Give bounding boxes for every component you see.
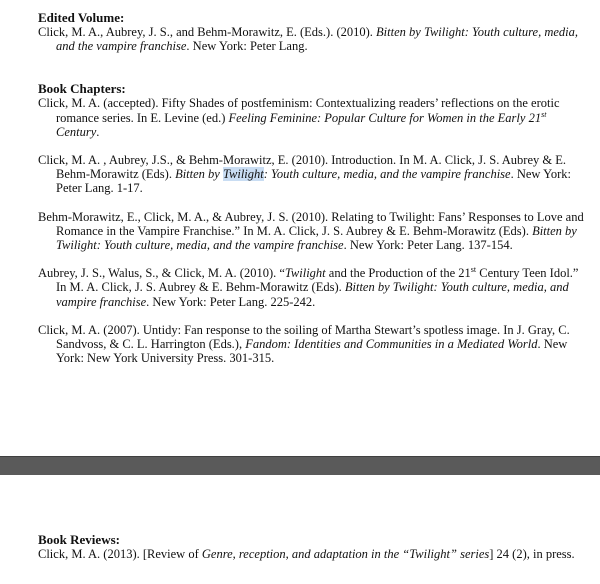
citation-chapter-1	[38, 96, 586, 139]
citation-text: . New York: Peter Lang.	[186, 39, 308, 54]
section-heading-edited-volume: Edited Volume:	[38, 10, 125, 25]
page-break-separator	[0, 456, 600, 476]
citation-text: Aubrey, J. S., Walus, S., & Click, M. A. (2010). “	[38, 266, 285, 281]
superscript: st	[541, 109, 547, 119]
section-heading-book-reviews: Book Reviews:	[38, 532, 120, 547]
cv-text-block	[38, 11, 586, 365]
citation-text: ] 24 (2), in press.	[489, 547, 575, 561]
citation-title: Bitten by Twilight: Youth culture, media, and the vampire franchise	[56, 25, 579, 54]
citation-chapter-5	[38, 323, 586, 366]
citation-text: Click, M. A. (2013). [Review of	[38, 547, 202, 561]
document-page-2	[0, 475, 600, 584]
citation-text: Click, M. A. , Aubrey, J.S., & Behm-Morawitz, E. (2010). Introduction. In M. A. Click, J. S. Aubrey & E. Behm-Morawitz (Eds).	[38, 153, 566, 182]
highlighted-word[interactable]: Twilight	[222, 167, 264, 182]
section-heading-book-chapters: Book Chapters:	[38, 81, 126, 97]
citation-text: . New York: Peter Lang. 1-17.	[56, 167, 572, 196]
citation-text: Click, M. A. (2007). Untidy: Fan response to the soiling of Martha Stewart’s spotless image. In J. Gray, C. Sandvoss, & C. L. Harrington (Eds.),	[38, 322, 570, 352]
citation-title: Feeling Feminine: Popular Culture for Women in the Early 21	[228, 110, 542, 125]
citation-text: .	[96, 124, 100, 139]
citation-text: . New York: New York University Press. 301-315.	[56, 337, 568, 366]
citation-title: Genre, reception, and adaptation in the “Twilight” series	[201, 547, 490, 561]
superscript: st	[470, 265, 477, 275]
citation-chapter-3	[38, 210, 586, 253]
citation-review-1	[38, 547, 586, 561]
citation-title: Century	[56, 124, 97, 139]
citation-text: Behm-Morawitz, E., Click, M. A., & Aubrey, J. S. (2010). Relating to Twilight: Fans’ Responses to Love and Romance in the Vampire Franchise.” In M. A. Click, J. S. Aubrey & E. Behm-Morawitz (Eds).	[38, 209, 584, 238]
citation-title: Twilight	[284, 266, 326, 281]
citation-text: Click, M. A. (accepted). Fifty Shades of postfeminism: Contextualizing readers’ reflections on the erotic romance series. In E. Levine (ed.)	[38, 96, 560, 125]
citation-edited-volume	[38, 25, 586, 53]
citation-title: : Youth culture, media, and the vampire franchise	[263, 167, 511, 182]
citation-text: . New York: Peter Lang. 137-154.	[343, 238, 513, 253]
cv-text-block-2	[38, 533, 586, 561]
citation-title: Bitten by Twilight: Youth culture, media, and the vampire franchise	[56, 223, 577, 253]
citation-title: Fandom: Identities and Communities in a Mediated World	[245, 337, 538, 352]
citation-chapter-2	[38, 153, 586, 196]
citation-chapter-4	[38, 266, 586, 309]
citation-text: Click, M. A., Aubrey, J. S., and Behm-Morawitz, E. (Eds.). (2010).	[38, 25, 377, 39]
citation-title: Bitten by Twilight: Youth culture, media, and vampire franchise	[56, 280, 569, 309]
citation-text: and the Production of the 21	[325, 266, 471, 281]
citation-text: . New York: Peter Lang. 225-242.	[146, 294, 316, 309]
citation-title: Bitten by	[175, 167, 223, 182]
citation-text: Century Teen Idol.” In M. A. Click, J. S. Aubrey & E. Behm-Morawitz (Eds).	[56, 266, 579, 295]
